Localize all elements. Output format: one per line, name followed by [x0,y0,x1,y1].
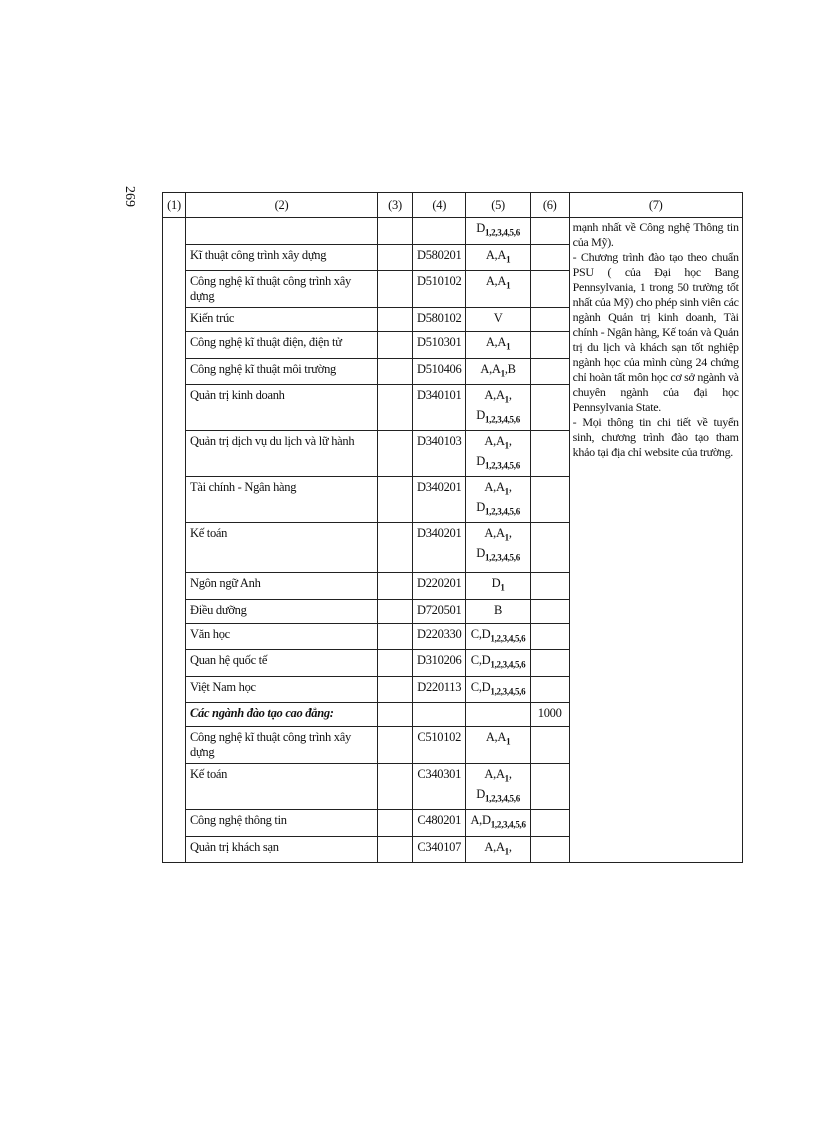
block-text: A,A [485,247,507,262]
block-text: C,D [470,626,491,641]
header-col-4: (4) [413,193,466,218]
block-subscript: 1,2,3,4,5,6 [490,633,526,643]
block-cell [466,308,530,332]
block-subscript: 1,2,3,4,5,6 [490,659,526,670]
col3-cell [378,523,413,573]
block-line2-text: D [476,786,485,801]
col3-cell [378,271,413,308]
major-code: D340201 [413,523,466,573]
block-subscript: 1 [500,582,505,593]
major-name: Điều dưỡng [186,599,378,623]
block-cell [466,810,530,837]
header-col-3: (3) [378,193,413,218]
quota-cell [530,764,569,810]
block-text: C,D [470,679,491,694]
major-name: Kế toán [186,523,378,573]
block-subscript: 1,2,3,4,5,6 [490,686,526,696]
col3-cell [378,308,413,332]
block-subscript: 1 [504,846,509,856]
block-cell [466,244,530,271]
major-name: Công nghệ thông tin [186,810,378,837]
block-text: A,A [485,335,507,349]
block-subscript: 1 [506,341,511,352]
block-line2-text: D [476,499,485,514]
major-code: D340101 [413,385,466,431]
header-col-2: (2) [186,193,378,218]
quota-cell [530,650,569,677]
block-cell [466,218,530,245]
block-subscript: 1 [504,394,509,405]
major-name: Công nghệ kĩ thuật công trình xây dựng [186,271,378,308]
block-line2-subscript: 1,2,3,4,5,6 [484,460,520,470]
block-line2-subscript: 1,2,3,4,5,6 [484,793,520,803]
block-tail: , [508,767,512,781]
col3-cell [378,650,413,677]
block-text: A,A [485,274,507,288]
block-text: A,A [484,388,505,402]
major-code: D220330 [413,623,466,650]
block-line2-text: D [476,407,485,422]
col3-cell [378,599,413,623]
quota-cell [530,599,569,623]
block-cell [466,271,530,308]
col3-cell [378,244,413,271]
col3-cell [378,764,413,810]
block-line2-subscript: 1,2,3,4,5,6 [484,552,520,562]
header-col-7: (7) [569,193,742,218]
block-text: A,D [470,813,491,827]
section-label: Các ngành đào tạo cao đẳng: [186,703,378,727]
block-cell [466,385,530,431]
major-name: Công nghệ kĩ thuật công trình xây dựng [186,727,378,764]
block-text: A,A [484,434,505,448]
block-text: A,A [484,526,505,540]
quota-cell [530,218,569,245]
quota-cell [530,836,569,863]
block-tail: ,B [504,361,516,376]
block-line2-text: D [476,453,485,468]
major-code [413,218,466,245]
block-tail: , [508,480,512,494]
major-name: Kiến trúc [186,308,378,332]
quota-cell [530,385,569,431]
table-body [163,218,743,863]
admissions-table [162,192,743,863]
major-code: C480201 [413,810,466,837]
col3-cell [378,836,413,863]
header-col-6: (6) [530,193,569,218]
quota-cell [530,244,569,271]
major-name: Quản trị kinh doanh [186,385,378,431]
block-text: B [494,602,503,617]
quota-cell [530,477,569,523]
col3-cell [378,810,413,837]
major-code: C340107 [413,836,466,863]
block-line2-subscript: 1,2,3,4,5,6 [484,414,520,424]
quota-cell [530,676,569,703]
col3-cell [378,703,413,727]
notes-paragraph: mạnh nhất về Công nghệ Thông tin của Mỹ). [572,220,739,249]
major-code: D510301 [413,332,466,359]
major-code: D580201 [413,244,466,271]
block-tail: , [508,434,512,448]
block-text: A,A [484,480,505,494]
quota-cell [530,271,569,308]
major-code: D720501 [413,599,466,623]
block-subscript: 1,2,3,4,5,6 [484,227,520,238]
header-row [163,193,743,218]
block-subscript: 1 [506,736,511,747]
block-subscript: 1 [504,440,509,451]
major-name: Quản trị khách sạn [186,836,378,863]
major-name: Công nghệ kĩ thuật môi trường [186,358,378,385]
major-name: Quản trị dịch vụ du lịch và lữ hành [186,431,378,477]
major-name: Công nghệ kĩ thuật điện, điện tử [186,332,378,359]
major-name: Tài chính - Ngân hàng [186,477,378,523]
quota-cell [530,523,569,573]
block-cell [466,599,530,623]
major-name: Văn học [186,623,378,650]
col3-cell [378,358,413,385]
block-subscript: 1 [504,532,509,543]
col3-cell [378,623,413,650]
block-cell [466,703,530,727]
major-code: D220201 [413,573,466,600]
block-cell [466,836,530,863]
col3-cell [378,573,413,600]
quota-cell [530,308,569,332]
major-code: D220113 [413,676,466,703]
block-line2-text: D [476,545,485,560]
major-name: Việt Nam học [186,676,378,703]
major-code: D510406 [413,358,466,385]
block-text: A,A [484,839,505,854]
major-name [186,218,378,245]
quota-cell [530,727,569,764]
col3-cell [378,385,413,431]
block-line2-subscript: 1,2,3,4,5,6 [484,506,520,516]
major-name: Ngôn ngữ Anh [186,573,378,600]
notes-paragraph: - Mọi thông tin chi tiết về tuyển sinh, chương trình đào tạo tham khảo tại địa chỉ website của trường. [572,415,739,459]
block-text: A,A [480,361,501,376]
notes-paragraph: - Chương trình đào tạo theo chuẩn PSU ( của Đại học Bang Pennsylvania, 1 trong 50 trường tốt nhất của Mỹ) cho phép sinh viên các ngành Quản trị kinh doanh, Tài chính - Ngân hàng, Kế toán và Quản trị du lịch và khách sạn tốt nghiệp ngành học của mình cùng 24 chứng chỉ hoàn tất môn học cơ sở ngành và chuyên ngành của đại học Pennsylvania State. [572,250,739,414]
quota-cell [530,810,569,837]
header-col-5: (5) [466,193,530,218]
block-tail: , [508,388,512,402]
col3-cell [378,676,413,703]
block-cell [466,431,530,477]
major-code: D340103 [413,431,466,477]
col3-cell [378,431,413,477]
page-number: 269 [122,186,137,207]
quota-cell [530,573,569,600]
block-text: C,D [470,653,491,667]
block-cell [466,477,530,523]
major-code: C510102 [413,727,466,764]
col1-cell [163,218,186,863]
table-row [163,218,743,245]
code-cell [413,703,466,727]
major-name: Kế toán [186,764,378,810]
block-subscript: 1 [506,280,511,291]
block-subscript: 1 [500,368,505,378]
major-name: Kĩ thuật công trình xây dựng [186,244,378,271]
block-cell [466,358,530,385]
notes-cell [569,218,742,863]
major-code: D340201 [413,477,466,523]
quota-cell [530,332,569,359]
quota-cell: 1000 [530,703,569,727]
block-subscript: 1 [504,486,509,497]
block-cell [466,573,530,600]
block-text: V [493,311,503,325]
block-subscript: 1 [504,773,509,784]
block-text: D [476,221,485,235]
block-cell [466,764,530,810]
header-col-1: (1) [163,193,186,218]
block-cell [466,523,530,573]
block-cell [466,676,530,703]
major-code: D580102 [413,308,466,332]
block-tail: , [508,526,512,540]
block-text: A,A [485,730,507,744]
col3-cell [378,218,413,245]
block-tail: , [508,839,512,854]
block-text: A,A [484,767,505,781]
major-name: Quan hệ quốc tế [186,650,378,677]
block-cell [466,727,530,764]
quota-cell [530,623,569,650]
block-text: D [491,576,501,590]
block-subscript: 1,2,3,4,5,6 [490,819,526,830]
major-code: D510102 [413,271,466,308]
block-subscript: 1 [506,254,511,264]
quota-cell [530,431,569,477]
block-cell [466,623,530,650]
block-cell [466,650,530,677]
col3-cell [378,477,413,523]
block-cell [466,332,530,359]
major-code: D310206 [413,650,466,677]
col3-cell [378,332,413,359]
quota-cell [530,358,569,385]
major-code: C340301 [413,764,466,810]
col3-cell [378,727,413,764]
